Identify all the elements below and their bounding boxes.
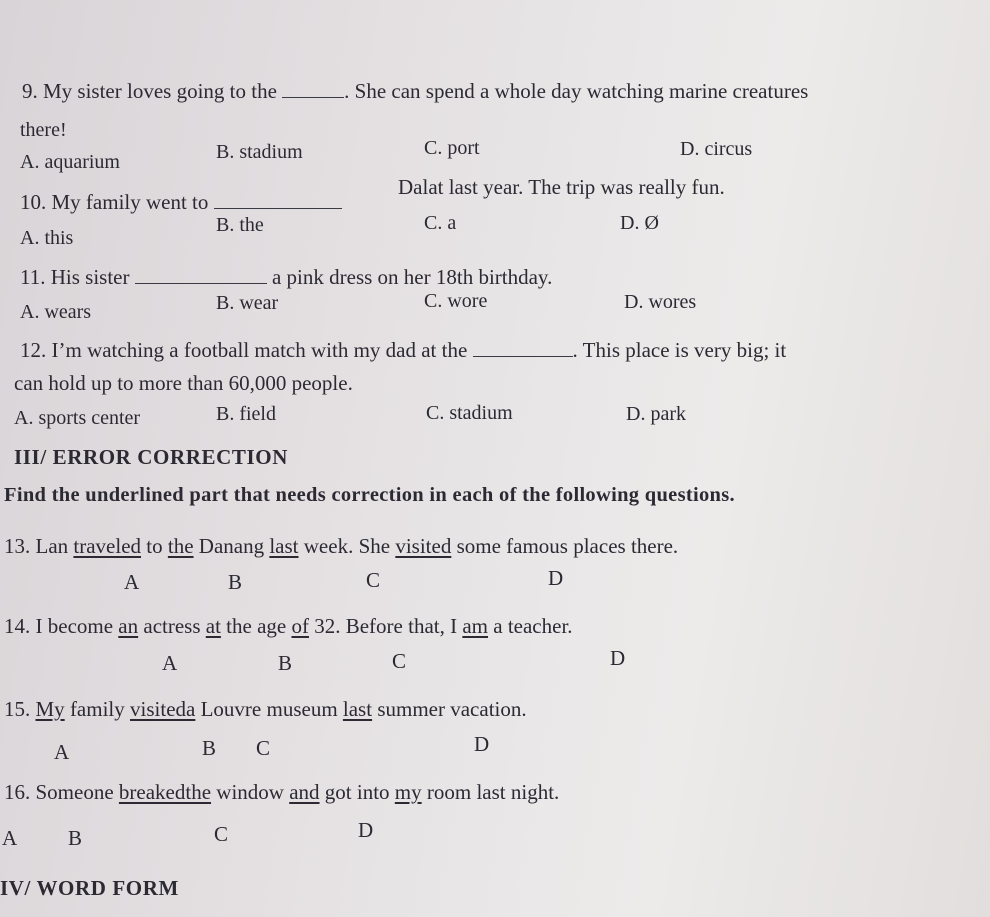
label-c: C xyxy=(366,568,381,592)
underlined-part-bc: visiteda xyxy=(130,697,196,721)
label-b: B xyxy=(278,651,293,675)
label-a: A xyxy=(124,570,140,594)
label-b: B xyxy=(228,570,243,594)
underlined-part-a: My xyxy=(35,697,65,721)
underlined-part-c: and xyxy=(289,780,320,804)
option-b: B. wear xyxy=(216,292,279,314)
answer-blank xyxy=(473,340,573,357)
question-9-line-1: 9. My sister loves going to the . She can spend a whole day watching marine creatures xyxy=(22,79,809,103)
option-b: B. field xyxy=(216,403,276,425)
label-c: C xyxy=(214,822,229,846)
option-a: A. this xyxy=(20,227,74,249)
option-c: C. port xyxy=(424,137,480,159)
question-12-line-2: can hold up to more than 60,000 people. xyxy=(14,371,353,395)
label-b: B xyxy=(202,736,217,760)
label-d: D xyxy=(548,566,564,590)
label-d: D xyxy=(358,818,374,842)
option-d: D. wores xyxy=(624,291,697,313)
section-heading-word-form: IV/ WORD FORM xyxy=(0,876,179,900)
option-c: C. wore xyxy=(424,290,488,312)
question-12-line-1: 12. I’m watching a football match with my dad at the . This place is very big; it xyxy=(20,338,787,362)
question-14-sentence: 14. I become an actress at the age of 32. Before that, I am a teacher. xyxy=(4,614,573,638)
answer-blank xyxy=(135,267,267,284)
option-a: A. aquarium xyxy=(20,151,120,173)
underlined-part-d: last xyxy=(342,697,373,721)
option-c: C. stadium xyxy=(426,402,513,424)
option-d: D. circus xyxy=(680,138,753,160)
answer-blank xyxy=(282,81,344,98)
underlined-part-d: visited xyxy=(395,534,452,558)
question-11-stem: 11. His sister a pink dress on her 18th birthday. xyxy=(20,265,553,289)
label-c: C xyxy=(256,736,271,760)
underlined-part-c: of xyxy=(291,614,309,638)
section-instruction: Find the underlined part that needs correction in each of the following questions. xyxy=(4,484,735,506)
label-a: A xyxy=(162,651,178,675)
underlined-part-d: am xyxy=(462,614,488,638)
label-a: A xyxy=(2,826,18,850)
label-d: D xyxy=(474,732,490,756)
answer-blank xyxy=(214,192,342,209)
label-c: C xyxy=(392,649,407,673)
option-d: D. park xyxy=(626,403,686,425)
option-b: B. the xyxy=(216,214,264,236)
option-c: C. a xyxy=(424,212,457,234)
underlined-part-d: my xyxy=(394,780,422,804)
underlined-part-b: the xyxy=(167,534,194,558)
underlined-part-b: at xyxy=(205,614,221,638)
underlined-part-a: traveled xyxy=(73,534,142,558)
option-a: A. sports center xyxy=(14,407,141,429)
underlined-part-a: an xyxy=(118,614,139,638)
label-a: A xyxy=(54,740,70,764)
question-13-sentence: 13. Lan traveled to the Danang last week. She visited some famous places there. xyxy=(4,534,679,558)
underlined-part-b: breakedthe xyxy=(118,780,212,804)
label-d: D xyxy=(610,646,626,670)
section-heading-error-correction: III/ ERROR CORRECTION xyxy=(14,445,288,469)
question-10-stem-end: Dalat last year. The trip was really fun. xyxy=(398,175,725,199)
label-b: B xyxy=(68,826,83,850)
question-10-stem: 10. My family went to xyxy=(20,190,342,214)
question-16-sentence: 16. Someone breakedthe window and got into my room last night. xyxy=(4,780,560,804)
question-15-sentence: 15. My family visiteda Louvre museum last summer vacation. xyxy=(4,697,527,721)
option-a: A. wears xyxy=(20,301,92,323)
option-d: D. Ø xyxy=(620,212,659,234)
option-b: B. stadium xyxy=(216,141,303,163)
question-9-line-2: there! xyxy=(20,119,67,141)
underlined-part-c: last xyxy=(269,534,299,558)
